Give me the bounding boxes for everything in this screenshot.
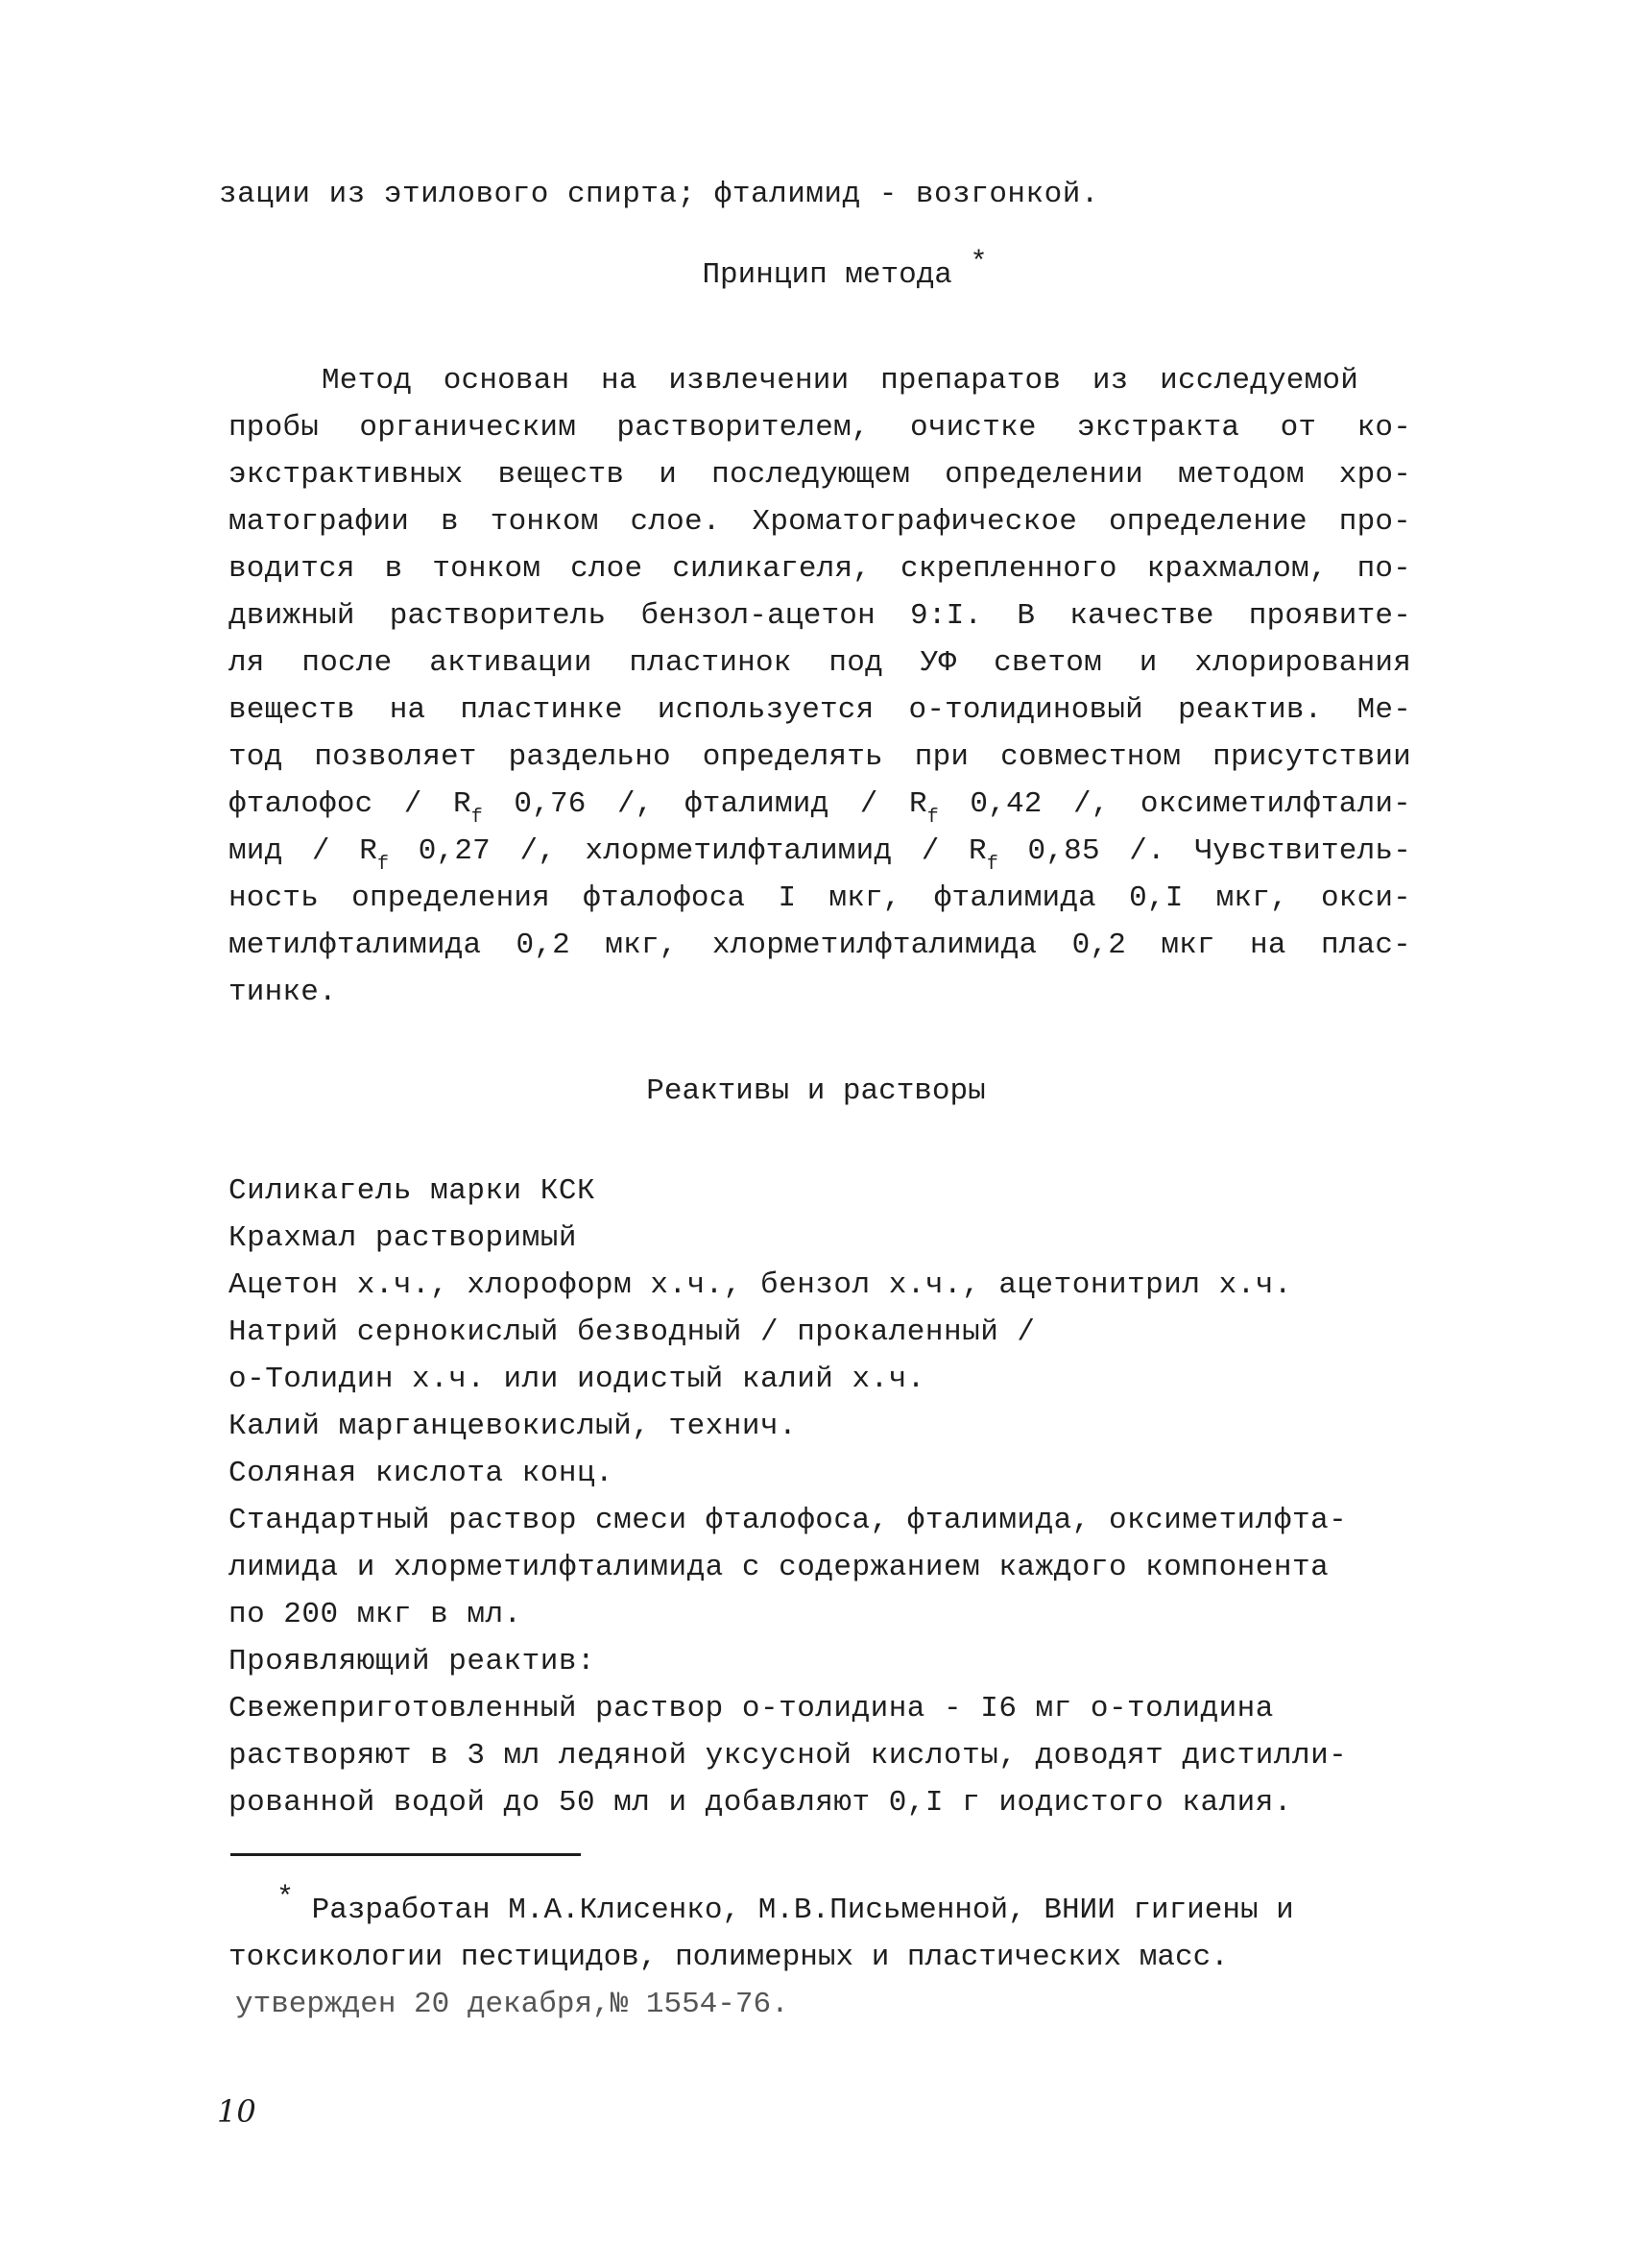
reagents-heading: Реактивы и растворы <box>646 1074 986 1108</box>
reagent-item: Крахмал растворимый <box>228 1221 577 1255</box>
footnote-line-2: токсикологии пестицидов, полимерных и пластических масс. <box>228 1941 1229 1974</box>
reagent-item: Калий марганцевокислый, технич. <box>228 1410 798 1443</box>
reagent-item: Ацетон х.ч., хлороформ х.ч., бензол х.ч., ацетонитрил х.ч. <box>228 1268 1292 1302</box>
reagent-item: Соляная кислота конц. <box>228 1457 614 1490</box>
reagent-item: Стандартный раствор смеси фталофоса, фталимида, оксиметилфта- <box>228 1504 1348 1537</box>
principle-line-3: экстрактивных веществ и последующем определении методом хро- <box>228 458 1411 492</box>
footnote-line-1: * Разработан М.А.Клисенко, М.В.Письменной, ВНИИ гигиены и <box>276 1882 1294 1927</box>
footnote-separator <box>230 1853 581 1856</box>
principle-line-8: веществ на пластинке используется о-толидиновый реактив. Ме- <box>228 693 1411 727</box>
principle-heading <box>29 247 1632 299</box>
reagent-item: о-Толидин х.ч. или иодистый калий х.ч. <box>228 1363 925 1396</box>
footnote-line-3: утвержден 20 декабря,№ 1554-76. <box>235 1988 789 2021</box>
reagent-item: лимида и хлорметилфталимида с содержанием каждого компонента <box>228 1551 1330 1584</box>
page-number: 10 <box>217 2093 256 2130</box>
reagent-item: Силикагель марки КСК <box>228 1174 596 1208</box>
principle-line-11: метилфталимида 0,2 мкг, хлорметилфталимида 0,2 мкг на плас- <box>228 929 1411 962</box>
continuation-line: зации из этилового спирта; фталимид - возгонкой. <box>219 178 1099 211</box>
reagent-item: Натрий сернокислый безводный / прокаленный / <box>228 1315 1036 1349</box>
principle-line-5: водится в тонком слое силикагеля, скрепленного крахмалом, по- <box>228 552 1411 586</box>
principle-line-6: движный растворитель бензол-ацетон 9:I. В качестве проявите- <box>228 599 1411 633</box>
reagent-item: по 200 мкг в мл. <box>228 1598 522 1631</box>
footnote-mark-icon: * <box>970 247 988 279</box>
rf-values-line-1: фталофос / $R_f$ 0,76 /, фталимид / $R_f$ 0,42 /, оксиметилфтали- <box>228 787 1411 830</box>
principle-line-10: ность определения фталофоса I мкг, фталимида 0,I мкг, окси- <box>228 881 1411 915</box>
reagent-item: растворяют в 3 мл ледяной уксусной кислоты, доводят дистилли- <box>228 1739 1348 1773</box>
principle-line-4: матографии в тонком слое. Хроматографическое определение про- <box>228 505 1411 539</box>
rf-values-line-2: мид / $R_f$ 0,27 /, хлорметилфталимид / $R_f$ 0,85 /. Чувствитель- <box>228 834 1411 877</box>
footnote-mark-icon: * <box>276 1882 295 1915</box>
reagent-item: Проявляющий реактив: <box>228 1645 596 1678</box>
principle-heading-text: Принцип метода <box>702 258 952 292</box>
principle-line-12: тинке. <box>228 976 337 1009</box>
reagent-item: рованной водой до 50 мл и добавляют 0,I г иодистого калия. <box>228 1786 1292 1820</box>
principle-line-7: ля после активации пластинок под УФ светом и хлорирования <box>228 646 1411 680</box>
reagent-item: Свежеприготовленный раствор о-толидина - I6 мг о-толидина <box>228 1692 1274 1725</box>
principle-line-2: пробы органическим растворителем, очистке экстракта от ко- <box>228 411 1411 445</box>
principle-line-1: Метод основан на извлечении препаратов из исследуемой <box>322 364 1358 398</box>
principle-line-9: тод позволяет раздельно определять при совместном присутствии <box>228 740 1411 774</box>
